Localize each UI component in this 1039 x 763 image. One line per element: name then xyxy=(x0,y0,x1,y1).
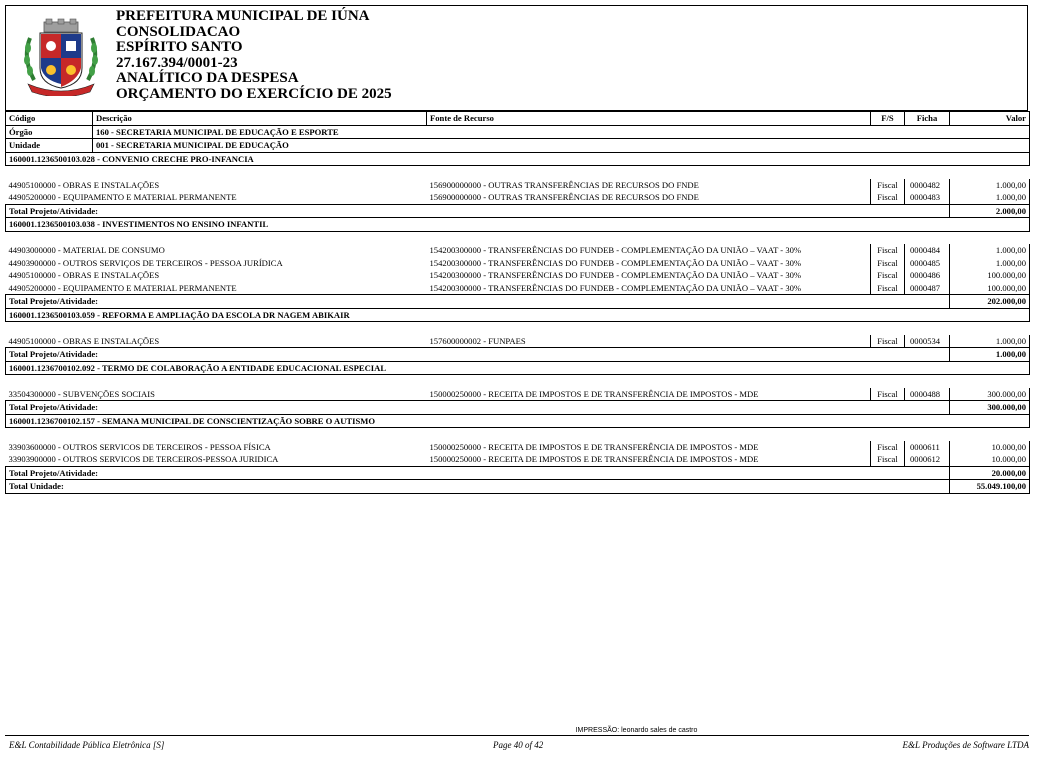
item-source: 150000250000 - RECEITA DE IMPOSTOS E DE TRANSFERÊNCIA DE IMPOSTOS - MDE xyxy=(429,454,759,464)
unidade-label: Unidade xyxy=(6,139,93,153)
item-source: 154200300000 - TRANSFERÊNCIAS DO FUNDEB - COMPLEMENTAÇÃO DA UNIÃO – VAAT - 30% xyxy=(429,282,802,293)
col-ficha: Ficha xyxy=(905,112,950,126)
project-name: - CONVENIO CRECHE PRO-INFANCIA xyxy=(94,153,254,164)
unit-total-label: Total Unidade: xyxy=(6,480,950,494)
item-ficha: 0000612 xyxy=(905,453,950,466)
orgao-text: 160 - SECRETARIA MUNICIPAL DE EDUCAÇÃO E ESPORTE xyxy=(93,125,1030,139)
project-total-value: 2.000,00 xyxy=(950,204,1030,218)
unit-total-value: 55.049.100,00 xyxy=(950,480,1030,494)
table-row xyxy=(6,388,1030,401)
spacer-cell xyxy=(6,231,1030,244)
project-title xyxy=(6,361,1030,375)
item-value: 1.000,00 xyxy=(950,335,1030,348)
project-total-label: Total Projeto/Atividade: xyxy=(6,466,950,480)
item-fs: Fiscal xyxy=(871,335,905,348)
project-total-label: Total Projeto/Atividade: xyxy=(6,348,950,362)
title-report-type: ANALÍTICO DA DESPESA xyxy=(116,70,299,86)
project-total-row xyxy=(6,401,1030,415)
table-row xyxy=(6,453,1030,466)
item-ficha: 0000485 xyxy=(905,257,950,270)
project-title xyxy=(6,308,1030,322)
item-description: 44905200000 - EQUIPAMENTO E MATERIAL PERMANENTE xyxy=(8,282,237,293)
item-description: 44905100000 - OBRAS E INSTALAÇÕES xyxy=(8,335,160,346)
project-total-label: Total Projeto/Atividade: xyxy=(6,204,950,218)
printed-by: IMPRESSÃO: leonardo sales de castro xyxy=(575,727,698,734)
item-fs: Fiscal xyxy=(871,282,905,295)
item-value: 1.000,00 xyxy=(950,179,1030,192)
item-source: 154200300000 - TRANSFERÊNCIAS DO FUNDEB - COMPLEMENTAÇÃO DA UNIÃO – VAAT - 30% xyxy=(429,257,802,268)
project-title xyxy=(6,218,1030,232)
item-description: 33504300000 - SUBVENÇÕES SOCIAIS xyxy=(8,388,155,399)
project-name: - INVESTIMENTOS NO ENSINO INFANTIL xyxy=(94,219,269,229)
project-code: 160001.1236500103.038 xyxy=(9,219,95,229)
item-ficha: 0000486 xyxy=(905,269,950,282)
item-ficha: 0000488 xyxy=(905,388,950,401)
item-description: 44903000000 - MATERIAL DE CONSUMO xyxy=(8,245,165,255)
item-ficha: 0000483 xyxy=(905,191,950,204)
project-total-value: 202.000,00 xyxy=(950,295,1030,309)
item-source: 150000250000 - RECEITA DE IMPOSTOS E DE TRANSFERÊNCIA DE IMPOSTOS - MDE xyxy=(429,441,759,452)
item-description: 44905100000 - OBRAS E INSTALAÇÕES xyxy=(8,270,160,280)
expense-table xyxy=(5,111,1030,494)
project-row xyxy=(6,361,1030,375)
table-row xyxy=(6,257,1030,270)
item-ficha: 0000534 xyxy=(905,335,950,348)
item-description: 44905200000 - EQUIPAMENTO E MATERIAL PERMANENTE xyxy=(8,192,237,202)
spacer-row xyxy=(6,428,1030,441)
page-number: Page 40 of 42 xyxy=(493,740,544,750)
item-value: 10.000,00 xyxy=(950,453,1030,466)
item-value: 1.000,00 xyxy=(950,257,1030,270)
unidade-text: 001 - SECRETARIA MUNICIPAL DE EDUCAÇÃO xyxy=(93,139,1030,153)
unidade-row xyxy=(6,139,1030,153)
unit-total-row xyxy=(6,480,1030,494)
title-municipality: PREFEITURA MUNICIPAL DE IÚNA xyxy=(116,8,370,24)
footer-right: E&L Produções de Software LTDA xyxy=(902,740,1029,750)
project-row xyxy=(6,152,1030,166)
spacer-row xyxy=(6,322,1030,335)
item-description: 33903600000 - OUTROS SERVICOS DE TERCEIROS - PESSOA FÍSICA xyxy=(8,441,271,452)
item-fs: Fiscal xyxy=(871,388,905,401)
item-ficha: 0000611 xyxy=(905,441,950,454)
table-row xyxy=(6,282,1030,295)
item-value: 300.000,00 xyxy=(950,388,1030,401)
footer-left: E&L Contabilidade Pública Eletrônica [S] xyxy=(9,740,165,750)
project-name: - TERMO DE COLABORAÇÃO A ENTIDADE EDUCACIONAL ESPECIAL xyxy=(94,362,387,373)
orgao-row xyxy=(6,125,1030,139)
project-title xyxy=(6,152,1030,166)
table-row xyxy=(6,335,1030,348)
table-header xyxy=(6,112,1030,126)
project-row xyxy=(6,308,1030,322)
project-code: 160001.1236700102.092 xyxy=(9,362,95,373)
project-total-value: 300.000,00 xyxy=(950,401,1030,415)
report-header xyxy=(5,5,1028,111)
project-total-row xyxy=(6,295,1030,309)
table-row xyxy=(6,179,1030,192)
project-code: 160001.1236700102.157 xyxy=(9,415,95,426)
item-source: 154200300000 - TRANSFERÊNCIAS DO FUNDEB - COMPLEMENTAÇÃO DA UNIÃO – VAAT - 30% xyxy=(429,270,802,280)
item-source: 157600000002 - FUNPAES xyxy=(429,335,526,346)
project-total-row xyxy=(6,466,1030,480)
item-value: 1.000,00 xyxy=(950,191,1030,204)
footer-divider xyxy=(5,735,1029,736)
municipal-crest-icon xyxy=(20,18,102,96)
table-row xyxy=(6,441,1030,454)
col-description: Descrição xyxy=(93,112,427,126)
item-fs: Fiscal xyxy=(871,244,905,257)
item-fs: Fiscal xyxy=(871,191,905,204)
item-ficha: 0000482 xyxy=(905,179,950,192)
spacer-cell xyxy=(6,375,1030,388)
item-description: 44903900000 - OUTROS SERVIÇOS DE TERCEIROS - PESSOA JURÍDICA xyxy=(8,257,283,268)
project-total-label: Total Projeto/Atividade: xyxy=(6,295,950,309)
item-value: 100.000,00 xyxy=(950,269,1030,282)
item-description: 33903900000 - OUTROS SERVICOS DE TERCEIROS-PESSOA JURIDICA xyxy=(8,454,279,464)
item-ficha: 0000484 xyxy=(905,244,950,257)
project-name: - SEMANA MUNICIPAL DE CONSCIENTIZAÇÃO SOBRE O AUTISMO xyxy=(94,415,376,426)
item-source: 156900000000 - OUTRAS TRANSFERÊNCIAS DE RECURSOS DO FNDE xyxy=(429,192,699,202)
col-value: Valor xyxy=(950,112,1030,126)
spacer-cell xyxy=(6,166,1030,179)
title-consolidation: CONSOLIDACAO xyxy=(116,23,241,40)
table-row xyxy=(6,269,1030,282)
item-fs: Fiscal xyxy=(871,257,905,270)
project-name: - REFORMA E AMPLIAÇÃO DA ESCOLA DR NAGEM ABIKAIR xyxy=(94,309,350,320)
item-source: 150000250000 - RECEITA DE IMPOSTOS E DE TRANSFERÊNCIA DE IMPOSTOS - MDE xyxy=(429,388,759,399)
spacer-row xyxy=(6,166,1030,179)
report-titles xyxy=(116,9,392,102)
item-fs: Fiscal xyxy=(871,269,905,282)
title-state: ESPÍRITO SANTO xyxy=(116,39,243,55)
project-total-row xyxy=(6,348,1030,362)
item-value: 1.000,00 xyxy=(950,244,1030,257)
project-code: 160001.1236500103.028 xyxy=(9,153,95,164)
spacer-row xyxy=(6,231,1030,244)
orgao-label: Órgão xyxy=(6,125,93,139)
project-total-label: Total Projeto/Atividade: xyxy=(6,401,950,415)
project-total-value: 1.000,00 xyxy=(950,348,1030,362)
title-cnpj: 27.167.394/0001-23 xyxy=(116,54,238,71)
col-source: Fonte de Recurso xyxy=(427,112,871,126)
spacer-cell xyxy=(6,322,1030,335)
project-row xyxy=(6,414,1030,428)
col-fs: F/S xyxy=(871,112,905,126)
item-fs: Fiscal xyxy=(871,453,905,466)
item-ficha: 0000487 xyxy=(905,282,950,295)
col-code: Código xyxy=(6,112,93,126)
item-value: 100.000,00 xyxy=(950,282,1030,295)
table-row xyxy=(6,191,1030,204)
item-source: 156900000000 - OUTRAS TRANSFERÊNCIAS DE RECURSOS DO FNDE xyxy=(429,179,699,190)
item-value: 10.000,00 xyxy=(950,441,1030,454)
project-row xyxy=(6,218,1030,232)
project-total-value: 20.000,00 xyxy=(950,466,1030,480)
item-fs: Fiscal xyxy=(871,441,905,454)
item-description: 44905100000 - OBRAS E INSTALAÇÕES xyxy=(8,179,160,190)
project-code: 160001.1236500103.059 xyxy=(9,309,95,320)
item-source: 154200300000 - TRANSFERÊNCIAS DO FUNDEB - COMPLEMENTAÇÃO DA UNIÃO – VAAT - 30% xyxy=(429,245,802,255)
project-total-row xyxy=(6,204,1030,218)
table-row xyxy=(6,244,1030,257)
project-title xyxy=(6,414,1030,428)
spacer-cell xyxy=(6,428,1030,441)
spacer-row xyxy=(6,375,1030,388)
title-budget-year: ORÇAMENTO DO EXERCÍCIO DE 2025 xyxy=(116,85,392,102)
item-fs: Fiscal xyxy=(871,179,905,192)
